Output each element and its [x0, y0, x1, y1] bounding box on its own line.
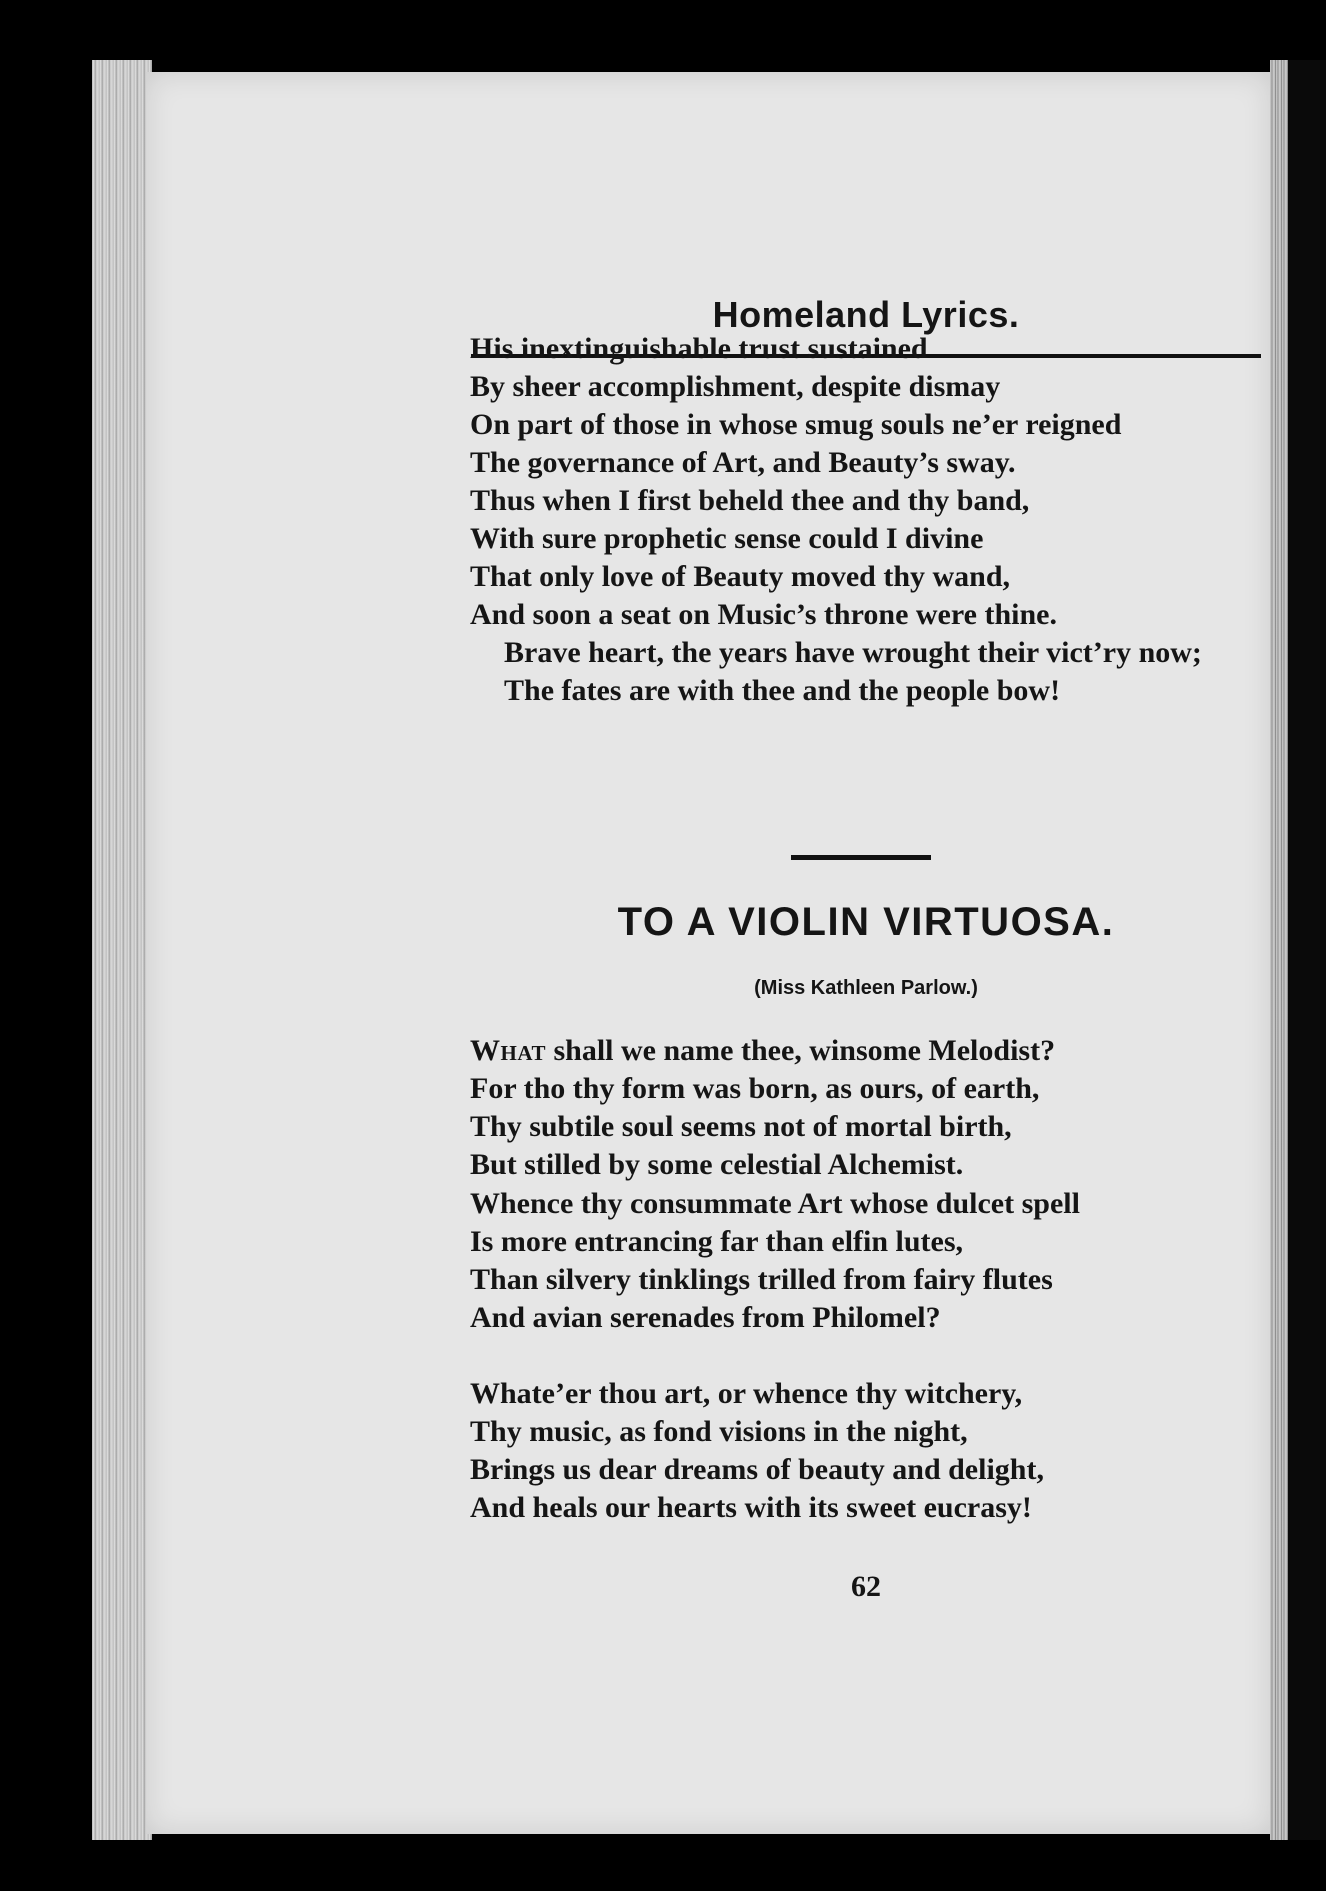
- verse-line: Thus when I first beheld thee and thy band,: [470, 484, 1030, 517]
- couplet-line: Brave heart, the years have wrought their vict’ry now;: [504, 636, 1202, 669]
- verse-line: The governance of Art, and Beauty’s sway.: [470, 446, 1016, 479]
- page-edges-right: [1270, 60, 1288, 1840]
- verse-line: And heals our hearts with its sweet eucrasy!: [470, 1491, 1032, 1524]
- poem-stanza-3: [470, 1375, 1044, 1527]
- poem-title: TO A VIOLIN VIRTUOSA.: [617, 900, 1115, 944]
- verse-line: On part of those in whose smug souls ne’er reigned: [470, 408, 1122, 441]
- poem-stanza-2: [470, 1185, 1080, 1337]
- page-content: [146, 72, 1271, 1834]
- stanza-continued-2: [470, 482, 1202, 710]
- verse-line: Thy music, as fond visions in the night,: [470, 1415, 968, 1448]
- opening-word: What: [470, 1034, 546, 1067]
- opening-line-text: shall we name thee, winsome Melodist?: [545, 1034, 1056, 1067]
- poem-dedication: (Miss Kathleen Parlow.): [754, 977, 978, 999]
- binding-shadow: [1288, 60, 1326, 1840]
- page-number: 62: [851, 1570, 881, 1603]
- verse-line: And avian serenades from Philomel?: [470, 1301, 941, 1334]
- verse-line: By sheer accomplishment, despite dismay: [470, 370, 1001, 403]
- verse-line: Is more entrancing far than elfin lutes,: [470, 1225, 964, 1258]
- book-page: [146, 72, 1271, 1834]
- running-head: Homeland Lyrics.: [712, 294, 1020, 335]
- verse-line-first: [470, 1032, 1055, 1070]
- verse-line: His inextinguishable trust sustained: [470, 332, 928, 365]
- verse-line: With sure prophetic sense could I divine: [470, 522, 984, 555]
- verse-line: Brings us dear dreams of beauty and delight,: [470, 1453, 1044, 1486]
- verse-line: Whence thy consummate Art whose dulcet spell: [470, 1187, 1080, 1220]
- page-edges-left: [92, 60, 152, 1840]
- verse-line: For tho thy form was born, as ours, of earth,: [470, 1072, 1040, 1105]
- verse-line: Than silvery tinklings trilled from fairy flutes: [470, 1263, 1053, 1296]
- section-divider: [791, 855, 931, 860]
- verse-line: But stilled by some celestial Alchemist.: [470, 1148, 964, 1181]
- verse-line: Thy subtile soul seems not of mortal birth,: [470, 1110, 1012, 1143]
- couplet-line: The fates are with thee and the people bow!: [504, 674, 1061, 707]
- verse-line: That only love of Beauty moved thy wand,: [470, 560, 1011, 593]
- stanza-continued-1: [470, 330, 1121, 482]
- verse-line: Whate’er thou art, or whence thy witchery,: [470, 1377, 1023, 1410]
- poem-stanza-1: [470, 1032, 1055, 1184]
- verse-line: And soon a seat on Music’s throne were thine.: [470, 598, 1057, 631]
